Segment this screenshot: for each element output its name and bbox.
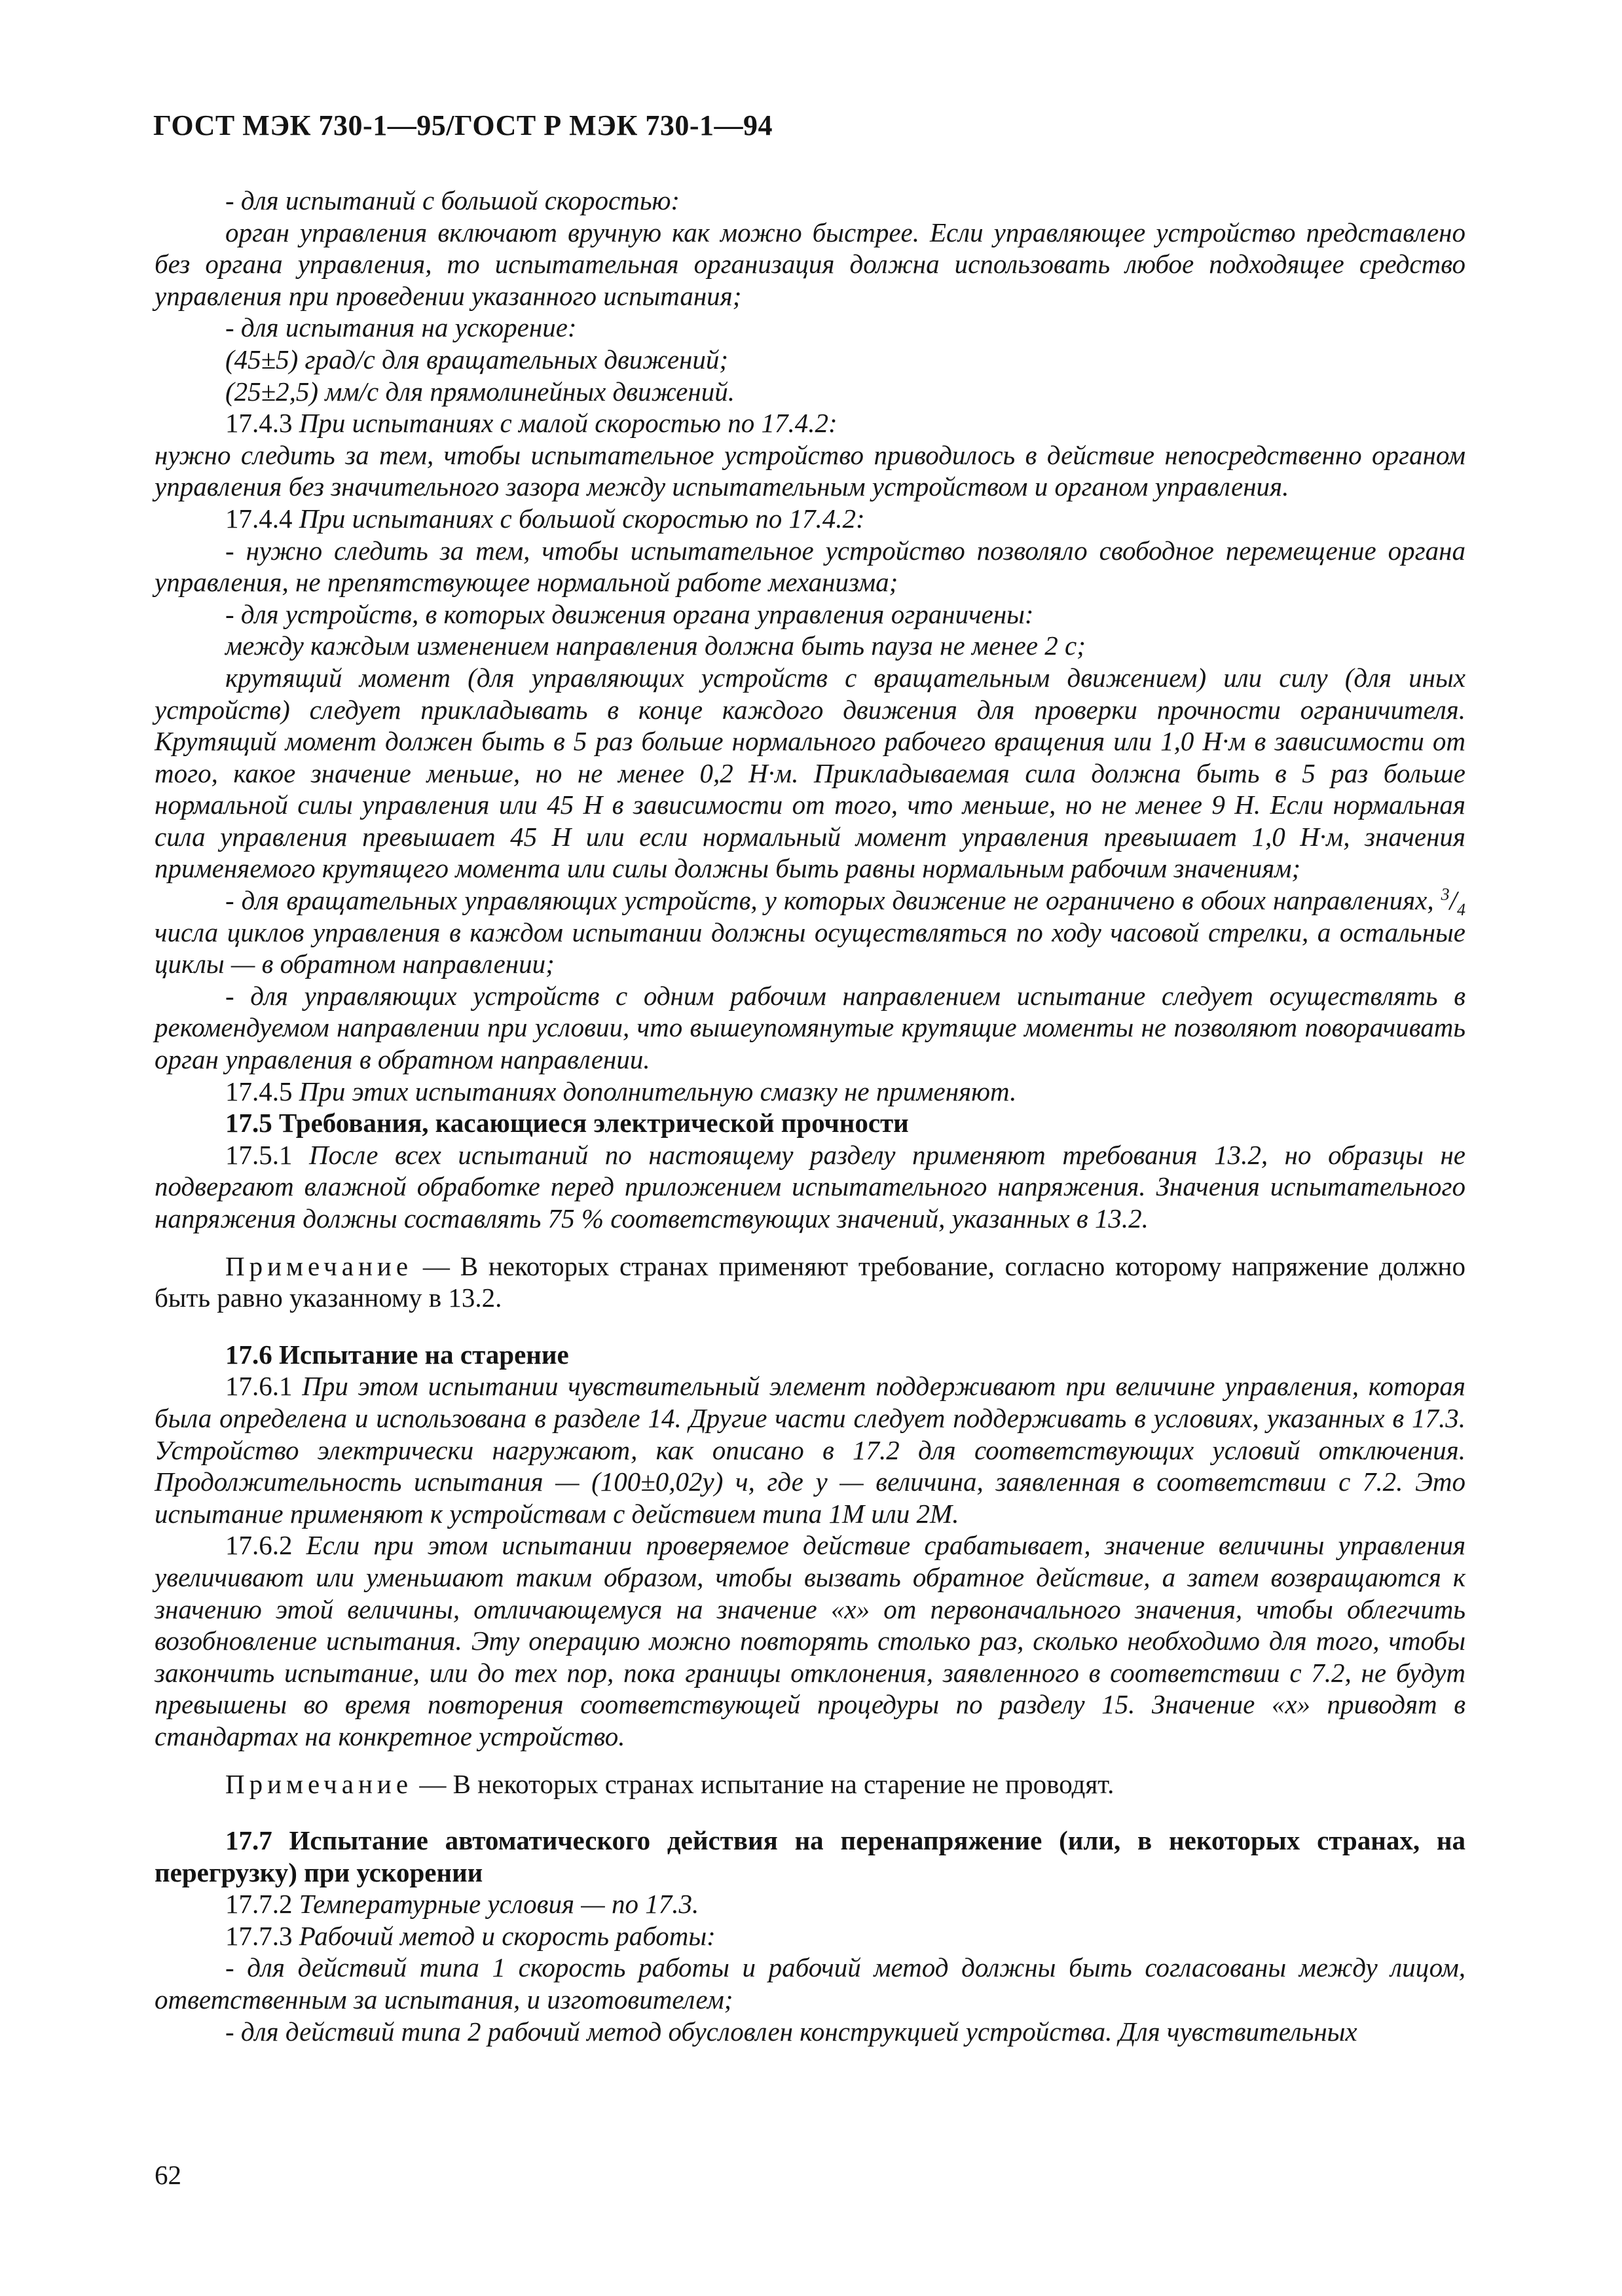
clause-17-4-3: 17.4.3 При испытаниях с малой скоростью по 17.4.2: [225, 408, 838, 439]
clause-number: 17.7.3 [225, 1920, 293, 1951]
note: Примечание — В некоторых странах испытание на старение не проводят. [225, 1768, 1115, 1799]
section-heading-17-7: 17.7 Испытание автоматического действия на перенапряжение (или, в некоторых странах, на перегрузку) при ускорении [155, 1825, 1465, 1887]
clause-17-5-1: 17.5.1 После всех испытаний по настоящему разделу применяют требования 13.2, но образцы не подвергают влажной обработке перед приложением испытательного напряжения. Значения испытательного напряжения должны составлять 75 % соответствующих значений, указанных в 13.2. [155, 1139, 1465, 1233]
clause-number: 17.4.3 [225, 408, 293, 439]
clause-number: 17.5.1 [225, 1139, 293, 1170]
paragraph: нужно следить за тем, чтобы испытательное устройство приводилось в действие непосредственно органом управления без значительного зазора между испытательным устройством и органом управления. [155, 439, 1465, 502]
clause-number: 17.6.2 [225, 1530, 293, 1561]
note-label: Примечание [225, 1250, 413, 1281]
paragraph: (45±5) град/с для вращательных движений; [225, 344, 729, 374]
section-heading-17-5: 17.5 Требования, касающиеся электрической прочности [225, 1108, 909, 1139]
clause-17-6-2: 17.6.2 Если при этом испытании проверяемое действие срабатывает, значение величины управления увеличивают или уменьшают таким образом, чтобы вызвать обратное действие, а затем возвращаются к значению этой величины, отличающемуся на значение «х» от первоначального значения, чтобы облегчить возобновление испытания. Эту операцию можно повторять столько раз, сколько необходимо для того, чтобы закончить испытание, или до тех пор, пока границы отклонения, заявленного в соответствии с 7.2, не будут превышены во время повторения соответствующей процедуры по разделу 15. Значение «х» приводят в стандартах на конкретное устройство. [155, 1530, 1466, 1751]
paragraph: - для устройств, в которых движения органа управления ограничены: [225, 598, 1034, 629]
page-header: ГОСТ МЭК 730-1—95/ГОСТ Р МЭК 730-1—94 [153, 109, 773, 141]
paragraph: - для испытаний с большой скоростью: [225, 185, 680, 215]
clause-17-4-4: 17.4.4 При испытаниях с большой скоростью по 17.4.2: [225, 503, 865, 534]
clause-number: 17.4.5 [225, 1076, 293, 1106]
section-heading-17-6: 17.6 Испытание на старение [225, 1339, 569, 1370]
note-label: Примечание [225, 1768, 413, 1799]
clause-number: 17.7.2 [225, 1889, 293, 1920]
paragraph: - для управляющих устройств с одним рабочим направлением испытание следует осуществлять в рекомендуемом направлении при условии, что вышеупомянутые крутящие моменты не позволяют поворачивать орган управления в обратном направлении. [155, 980, 1465, 1075]
paragraph: крутящий момент (для управляющих устройств с вращательным движением) или силу (для иных устройств) следует прикладывать в конце каждого движения для проверки прочности ограничителя. Крутящий момент должен быть в 5 раз больше нормального рабочего вращения или 1,0 Н·м в зависимости от того, какое значение меньше, но не менее 0,2 Н·м. Прикладываемая сила должна быть в 5 раз больше нормальной силы управления или 45 Н в зависимости от того, что меньше, но не менее 9 Н. Если нормальная сила управления превышает 45 Н или если нормальный момент управления превышает 1,0 Н·м, значения применяемого крутящего момента или силы должны быть равны нормальным рабочим значениям; [155, 662, 1465, 884]
clause-17-7-3: 17.7.3 Рабочий метод и скорость работы: [225, 1920, 716, 1951]
note: Примечание — В некоторых странах применяют требование, согласно которому напряжение должно быть равно указанному в 13.2. [155, 1250, 1465, 1313]
page-number: 62 [155, 2160, 181, 2190]
clause-17-7-2: 17.7.2 Температурные условия — по 17.3. [225, 1889, 699, 1920]
document-body [155, 185, 1465, 2047]
fraction-denominator: 4 [1457, 900, 1465, 920]
paragraph: - нужно следить за тем, чтобы испытательное устройство позволяло свободное перемещение органа управления, не препятствующее нормальной работе механизма; [155, 535, 1465, 598]
fraction-numerator: 3 [1441, 884, 1450, 904]
paragraph: (25±2,5) мм/с для прямолинейных движений. [225, 376, 735, 407]
paragraph: между каждым изменением направления должна быть пауза не менее 2 с; [225, 630, 1086, 661]
clause-17-6-1: 17.6.1 При этом испытании чувствительный элемент поддерживают при величине управления, которая была определена и использована в разделе 14. Другие части следует поддерживать в условиях, указанных в 17.3. Устройство электрически нагружают, как описано в 17.2 для соответствующих условий отключения. Продолжительность испытания — (100±0,02y) ч, где у — величина, заявленная в соответствии с 7.2. Это испытание применяют к устройствам с действием типа 1М или 2М. [155, 1371, 1465, 1529]
clause-number: 17.6.1 [225, 1371, 293, 1402]
paragraph: - для вращательных управляющих устройств, у которых движение не ограничено в обоих направлениях, $^3/_4$ числа циклов управления в каждом испытании должны осуществляться по ходу часовой стрелки, а остальные циклы — в обратном направлении; [155, 884, 1465, 979]
paragraph: - для действий типа 1 скорость работы и рабочий метод должны быть согласованы между лицом, ответственным за испытания, и изготовителем; [155, 1952, 1465, 2015]
clause-number: 17.4.4 [225, 503, 293, 534]
paragraph: - для действий типа 2 рабочий метод обусловлен конструкцией устройства. Для чувствительных [225, 2016, 1357, 2047]
clause-17-4-5: 17.4.5 При этих испытаниях дополнительную смазку не применяют. [225, 1076, 1017, 1106]
paragraph: орган управления включают вручную как можно быстрее. Если управляющее устройство представлено без органа управления, то испытательная организация должна использовать любое подходящее средство управления при проведении указанного испытания; [155, 217, 1465, 311]
paragraph: - для испытания на ускорение: [225, 312, 577, 343]
